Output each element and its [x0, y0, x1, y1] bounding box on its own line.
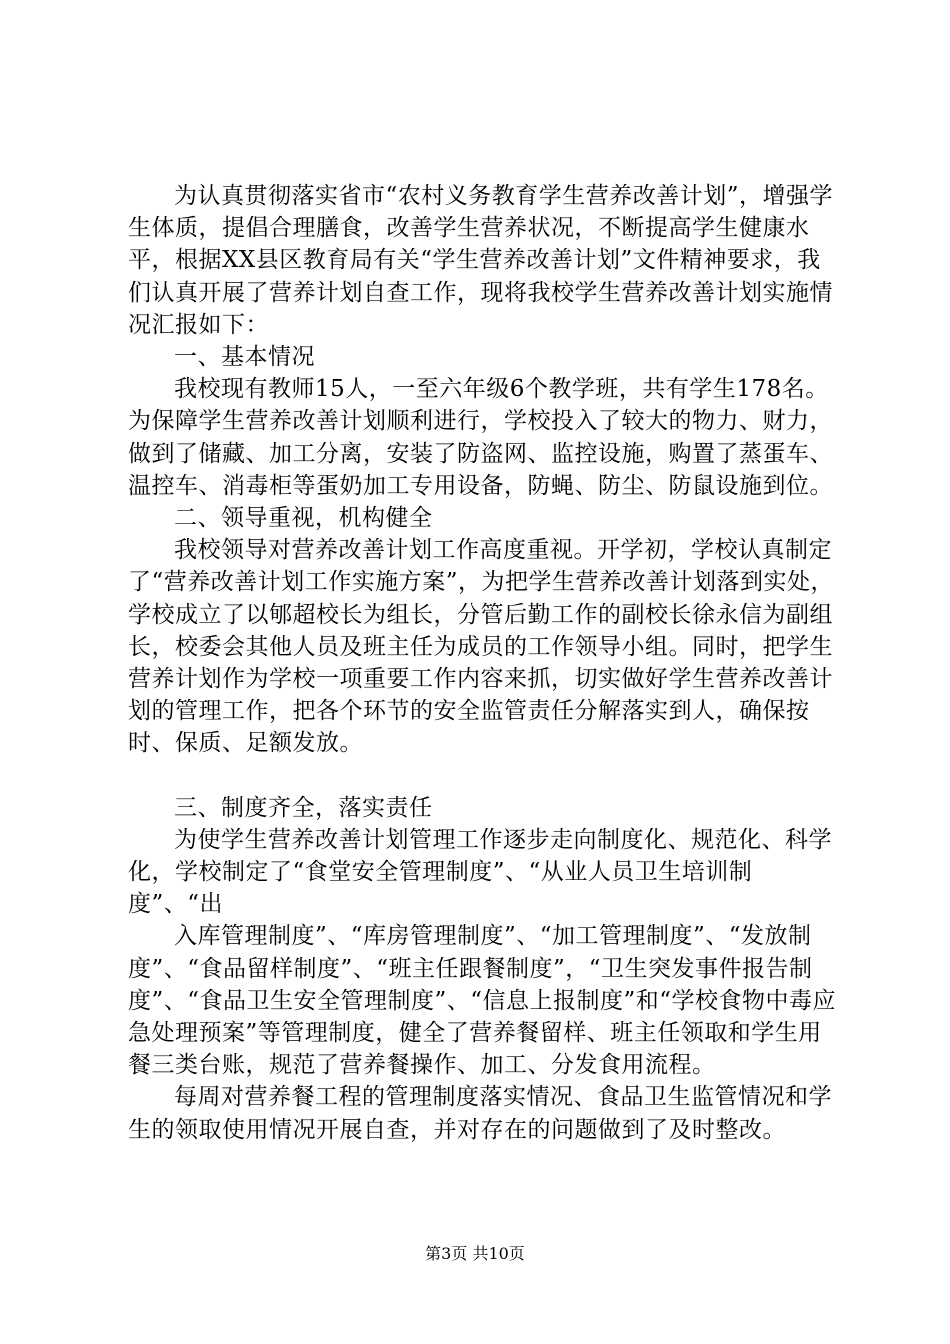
section-heading-basic-info: 一、基本情况 — [174, 344, 315, 371]
section-heading-rules: 三、制度齐全，落实责任 — [174, 794, 433, 821]
rules-paragraph-part2: 入库管理制度”、“库房管理制度”、“加工管理制度”、“发放制度”、“食品留样制度”、“班主任跟餐制度”，“卫生突发事件报告制度”、“食品卫生安全管理制度”、“信息上报制度”和“学校食物中毒应急处理预案”等管理制度，健全了营养餐留样、班主任领取和学生用餐三类台账，规范了营养餐操作、加工、分发食用流程。 — [128, 923, 837, 1079]
intro-paragraph: 为认真贯彻落实省市“农村义务教育学生营养改善计划”，增强学生体质，提倡合理膳食，改善学生营养状况，不断提高学生健康水平，根据XX县区教育局有关“学生营养改善计划”文件精神要求，我们认真开展了营养计划自查工作，现将我校学生营养改善计划实施情况汇报如下： — [128, 183, 834, 338]
rules-paragraph-part1: 为使学生营养改善计划管理工作逐步走向制度化、规范化、科学化，学校制定了“食堂安全管理制度”、“从业人员卫生培训制度”、“出 — [128, 826, 832, 918]
document-body — [128, 180, 843, 1146]
section-heading-leadership: 二、领导重视，机构健全 — [174, 505, 433, 532]
weekly-check-paragraph: 每周对营养餐工程的管理制度落实情况、食品卫生监管情况和学生的领取使用情况开展自查，并对存在的问题做到了及时整改。 — [128, 1084, 832, 1143]
page-number-footer: 第3页 共10页 — [425, 1244, 525, 1263]
basic-info-paragraph: 我校现有教师15人，一至六年级6个教学班，共有学生178名。为保障学生营养改善计划顺利进行，学校投入了较大的物力、财力，做到了储藏、加工分离，安装了防盗网、监控设施，购置了蒸蛋车、温控车、消毒柜等蛋奶加工专用设备，防蝇、防尘、防鼠设施到位。 — [128, 376, 833, 499]
leadership-paragraph: 我校领导对营养改善计划工作高度重视。开学初，学校认真制定了“营养改善计划工作实施方案”，为把学生营养改善计划落到实处，学校成立了以郇超校长为组长，分管后勤工作的副校长徐永信为副组长，校委会其他人员及班主任为成员的工作领导小组。同时，把学生营养计划作为学校一项重要工作内容来抓，切实做好学生营养改善计划的管理工作，把各个环节的安全监管责任分解落实到人，确保按时、保质、足额发放。 — [128, 537, 835, 757]
